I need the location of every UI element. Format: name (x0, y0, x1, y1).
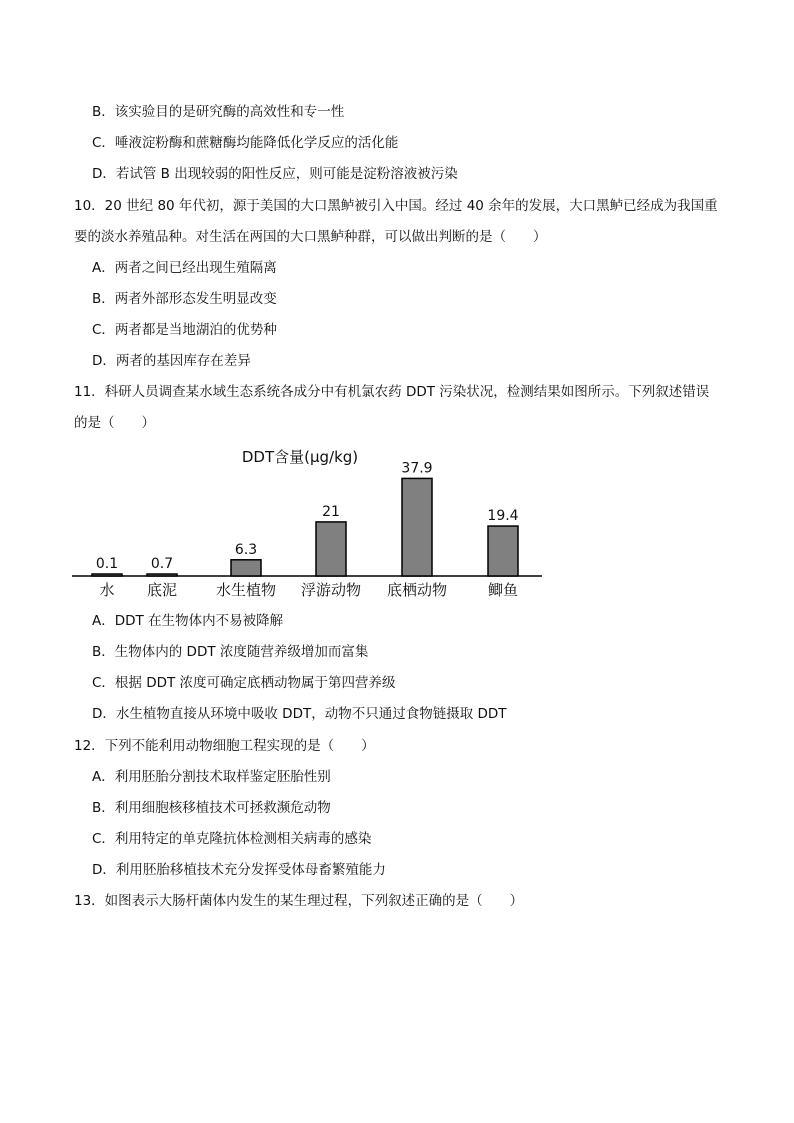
category-label-1: 底泥 (146, 581, 178, 599)
bar-2 (231, 560, 261, 576)
q10-option-a: A．两者之间已经出现生殖隔离 (92, 260, 277, 276)
q12-option-b: B．利用细胞核移植技术可拯救濒危动物 (92, 800, 331, 816)
bar-value-label-0: 0.1 (95, 556, 119, 572)
category-label-0: 水 (99, 581, 115, 599)
q10-option-d: D．两者的基因库存在差异 (92, 353, 251, 369)
q9-option-c: C．唾液淀粉酶和蔗糖酶均能降低化学反应的活化能 (92, 135, 399, 151)
category-label-4: 底栖动物 (386, 581, 448, 599)
chart-title: DDT含量(μg/kg) (241, 448, 359, 466)
bar-value-label-3: 21 (322, 503, 340, 520)
q12-option-c: C．利用特定的单克隆抗体检测相关病毒的感染 (92, 831, 372, 847)
q12-option-d: D．利用胚胎移植技术充分发挥受体母畜繁殖能力 (92, 862, 386, 878)
q11-stem-line1: 11．科研人员调查某水域生态系统各成分中有机氯农药 DDT 污染状况，检测结果如图所示。下列叙述错误 (74, 384, 710, 400)
bar-5 (488, 526, 518, 576)
q9-option-d: D．若试管 B 出现较弱的阳性反应，则可能是淀粉溶液被污染 (92, 166, 458, 182)
bar-value-label-1: 0.7 (150, 556, 174, 572)
q13-stem: 13．如图表示大肠杆菌体内发生的某生理过程，下列叙述正确的是（ ） (74, 893, 524, 909)
bar-value-label-5: 19.4 (487, 508, 519, 525)
q10-option-c: C．两者都是当地湖泊的优势种 (92, 322, 277, 338)
ddt-bar-chart (60, 440, 560, 605)
q9-option-b: B．该实验目的是研究酶的高效性和专一性 (92, 104, 345, 120)
q11-option-d: D．水生植物直接从环境中吸收 DDT，动物不只通过食物链摄取 DDT (92, 706, 507, 722)
bar-0 (92, 574, 122, 576)
q11-option-a: A．DDT 在生物体内不易被降解 (92, 613, 284, 629)
q12-stem: 12．下列不能利用动物细胞工程实现的是（ ） (74, 738, 375, 754)
category-label-2: 水生植物 (215, 581, 277, 599)
q10-option-b: B．两者外部形态发生明显改变 (92, 291, 277, 307)
q10-stem-line2: 要的淡水养殖品种。对生活在两国的大口黑鲈种群，可以做出判断的是（ ） (74, 229, 547, 245)
category-label-5: 鲫鱼 (487, 581, 519, 599)
bar-4 (402, 478, 432, 576)
q10-stem-line1: 10．20 世纪 80 年代初，源于美国的大口黑鲈被引入中国。经过 40 余年的发展，大口黑鲈已经成为我国重 (74, 198, 718, 214)
bar-value-label-2: 6.3 (234, 541, 258, 558)
bar-1 (147, 574, 177, 576)
q12-option-a: A．利用胚胎分割技术取样鉴定胚胎性别 (92, 769, 331, 785)
q11-option-b: B．生物体内的 DDT 浓度随营养级增加而富集 (92, 644, 369, 660)
q11-option-c: C．根据 DDT 浓度可确定底栖动物属于第四营养级 (92, 675, 396, 691)
bar-3 (316, 522, 346, 576)
q11-stem-line2: 的是（ ） (74, 415, 155, 431)
bar-value-label-4: 37.9 (401, 460, 433, 477)
category-label-3: 浮游动物 (300, 581, 362, 599)
